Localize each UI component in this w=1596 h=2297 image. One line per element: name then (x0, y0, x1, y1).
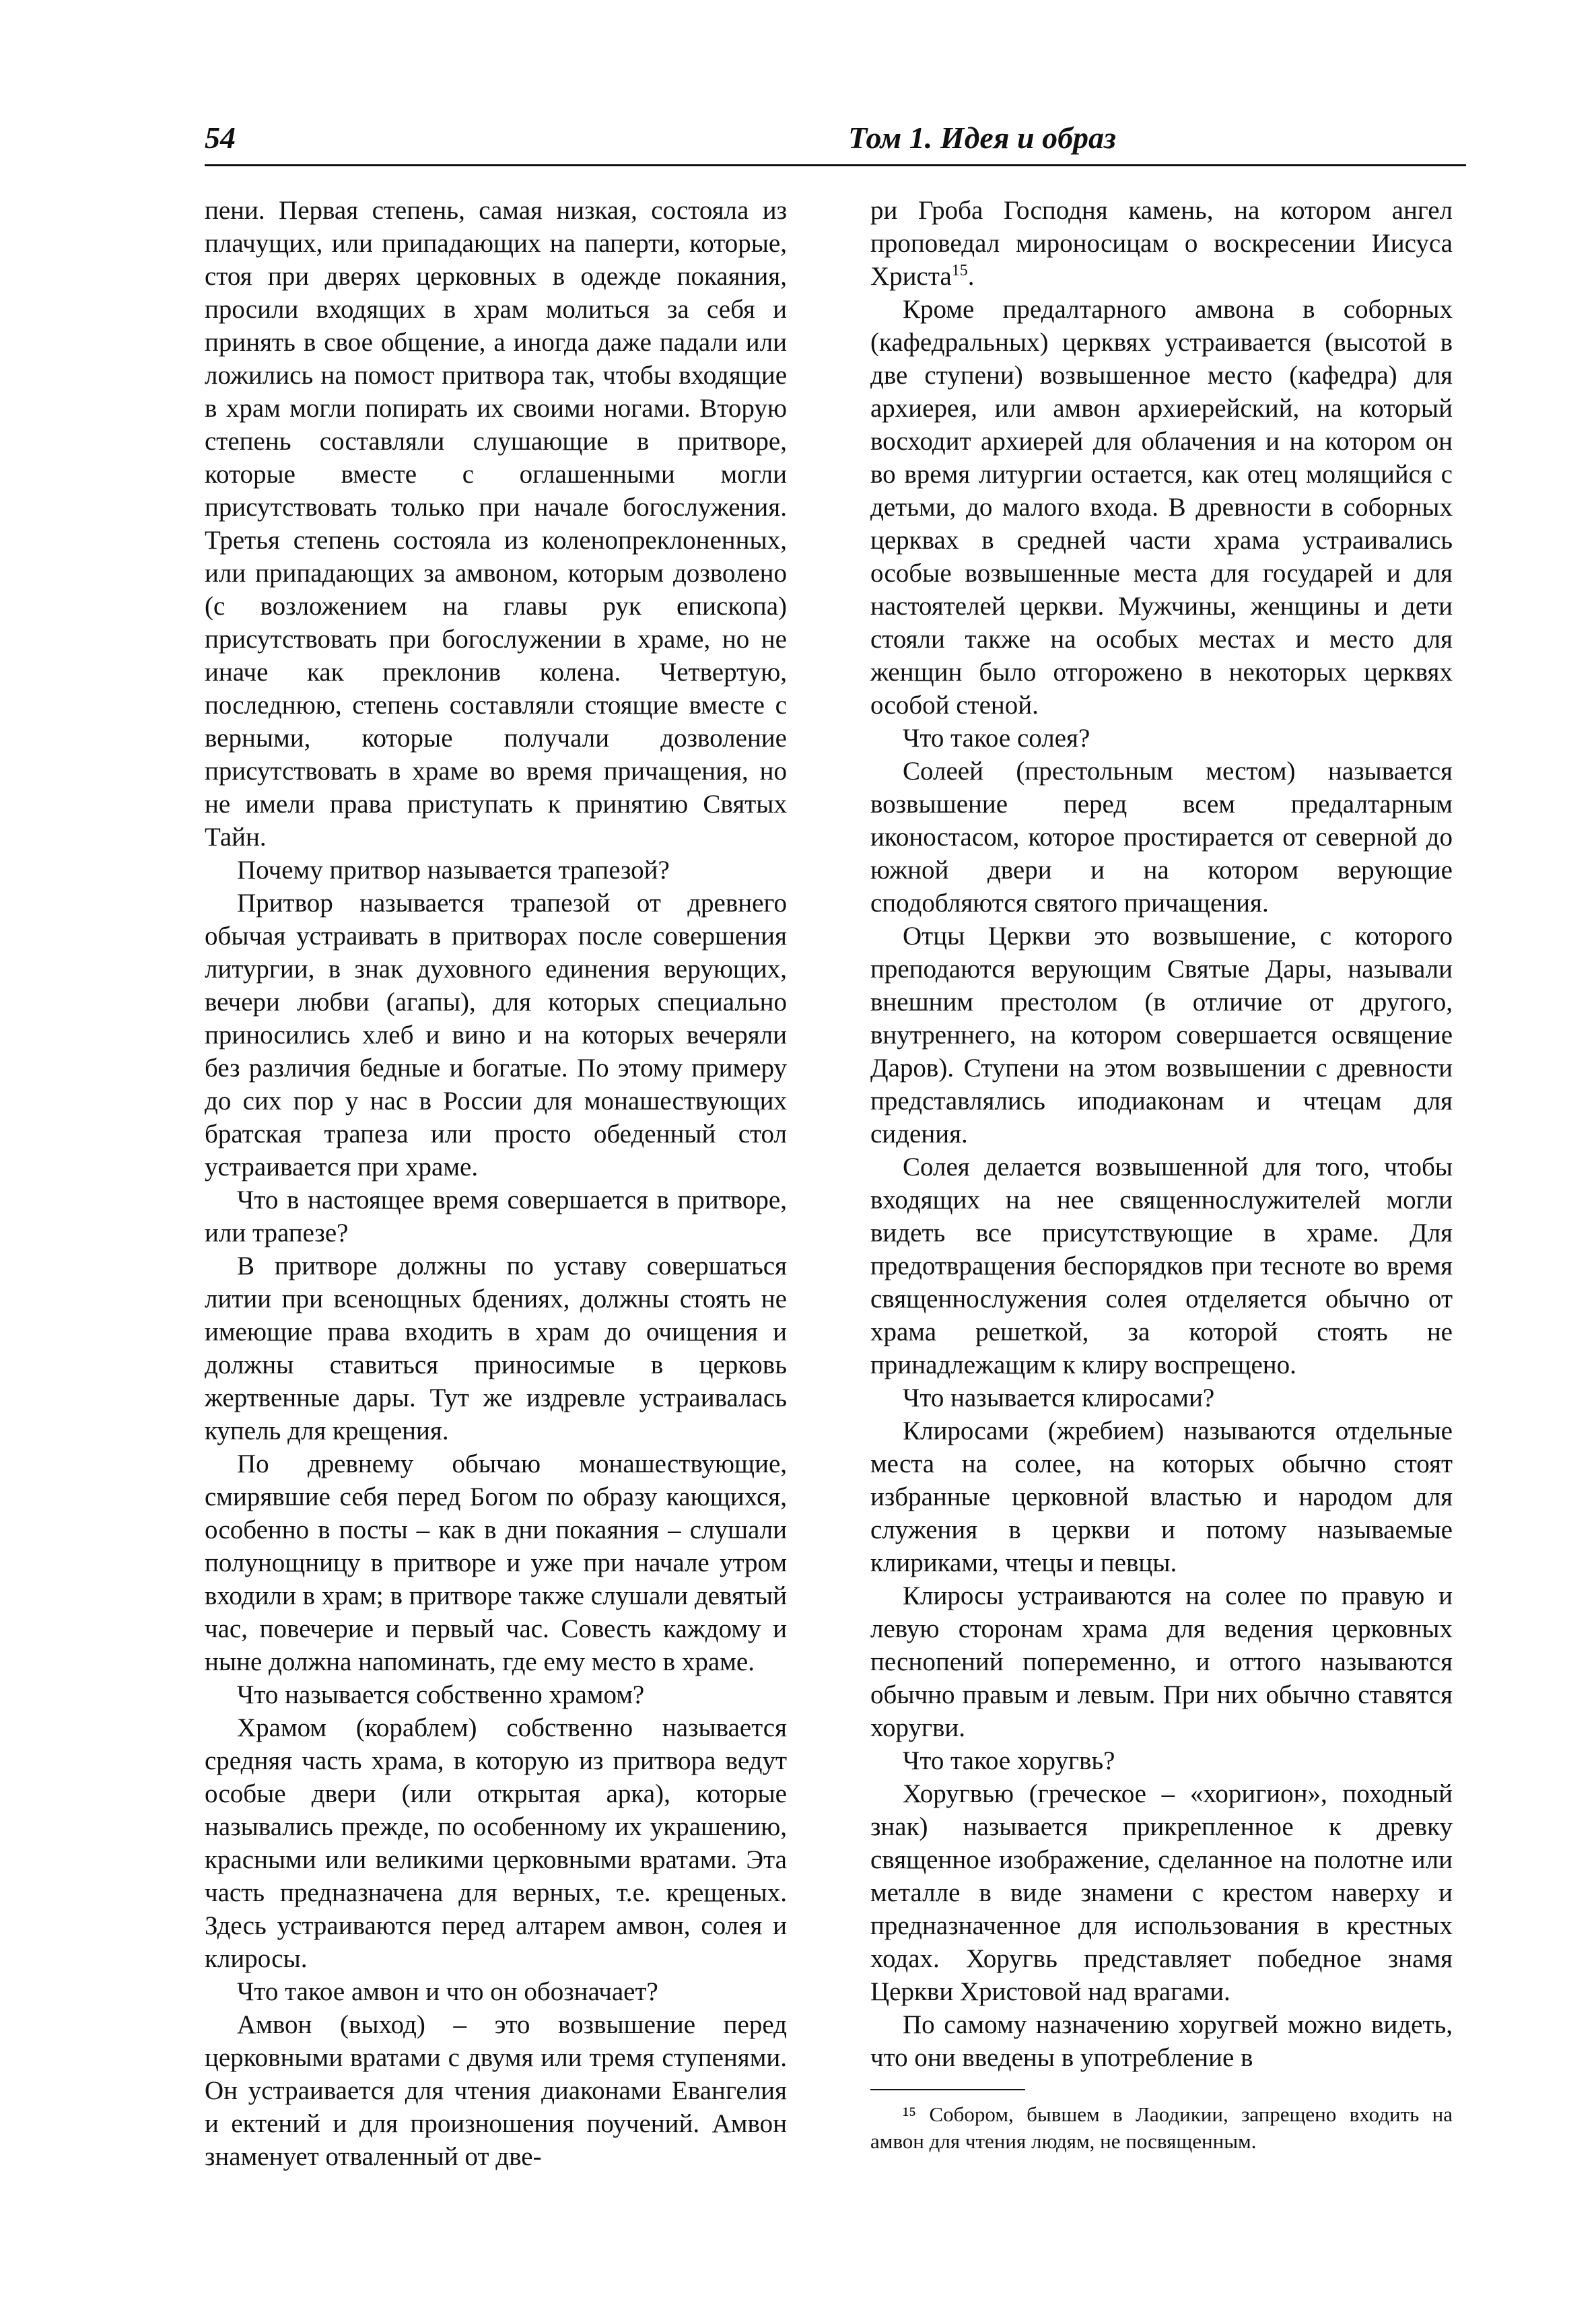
paragraph: Солея делается возвышенной для того, чтобы входящих на нее священнослужителей могли видеть все присутствующие в храме. Для предотвращения беспорядков при тесноте во время священнослужения солея отделяется обычно от храма решеткой, за которой стоять не принадлежащим к клиру воспрещено. (870, 1153, 1453, 1379)
paragraph: Кроме предалтарного амвона в соборных (кафедральных) церквях устраивается (высотой в две ступени) возвышенное место (кафедра) для архиерея, или амвон архиерейский, на который восходит архиерей для облачения и на котором он во время литургии остается, как отец молящийся с детьми, до малого входа. В древности в соборных церквах в средней части храма устраивались особые возвышенные места для государей и для настоятелей церкви. Мужчины, женщины и дети стояли также на особых местах и место для женщин было отгорожено в некоторых церквях особой стеной. (870, 295, 1453, 720)
footnote-reference: 15 (951, 262, 968, 279)
paragraph: По древнему обычаю монашествующие, смирявшие себя перед Богом по образу кающихся, особенно в посты – как в дни покаяния – слушали полунощницу в притворе и уже при начале утром входили в храм; в притворе также слушали девятый час, повечерие и первый час. Совесть каждому и ныне должна напоминать, где ему место в храме. (205, 1449, 787, 1676)
question-heading: Что называется клиросами? (903, 1383, 1215, 1412)
paragraph-end: . (967, 262, 975, 291)
paragraph: Храмом (кораблем) собственно называется средняя часть храма, в которую из притвора ведут особые двери (или открытая арка), которые назывались прежде, по особенному их украшению, красными или великими церковными вратами. Эта часть предназначена для верных, т.е. крещеных. Здесь устраиваются перед алтарем амвон, солея и клиросы. (205, 1713, 787, 1973)
paragraph: В притворе должны по уставу совершаться литии при всенощных бдениях, должны стоять не имеющие права входить в храм до очищения и должны ставиться приносимые в церковь жертвенные дары. Тут же издревле устраивалась купель для крещения. (205, 1252, 787, 1445)
paragraph: Клиросы устраиваются на солее по правую и левую сторонам храма для ведения церковных песнопений попеременно, и оттого называются обычно правым и левым. При них обычно ставятся хоругви. (870, 1581, 1453, 1742)
paragraph: Притвор называется трапезой от древнего обычая устраивать в притворах после совершения литургии, в знак духовного единения верующих, вечери любви (агапы), для которых специально приносились хлеб и вино и на которых вечеряли без различия бедные и богатые. По этому примеру до сих пор у нас в России для монашествующих братская трапеза или просто обеденный стол устраивается при храме. (205, 889, 787, 1181)
question-heading: Что такое хоругвь? (903, 1746, 1115, 1775)
paragraph: Клиросами (жребием) называются отдельные места на солее, на которых обычно стоят избранные церковной властью и народом для служения в церкви и потому называемые клириками, чтецы и певцы. (870, 1416, 1453, 1577)
paragraph-text: ри Гроба Господня камень, на котором ангел проповедал мироносицам о воскресении Иисуса Христа (870, 196, 1453, 291)
question-heading: Что такое амвон и что он обозначает? (237, 1977, 658, 2006)
page-number: 54 (205, 121, 236, 155)
paragraph: Амвон (выход) – это возвышение перед церковными вратами с двумя или тремя ступенями. Он устраивается для чтения диаконами Евангелия и ектений и для произношения поучений. Амвон знаменует отваленный от две- (205, 2010, 787, 2171)
question-heading: Почему притвор называется трапезой? (237, 856, 670, 885)
right-column (870, 194, 1453, 2155)
running-header (205, 120, 1466, 166)
paragraph: Отцы Церкви это возвышение, с которого преподаются верующим Святые Дары, называли внешним престолом (в отличие от другого, внутреннего, на котором совершается освящение Даров). Ступени на этом возвышении с древности представлялись иподиаконам и чтецам для сидения. (870, 922, 1453, 1148)
paragraph (870, 194, 1453, 293)
paragraph: По самому назначению хоругвей можно видеть, что они введены в употребление в (870, 2010, 1453, 2072)
paragraph: Солеей (престольным местом) называется возвышение перед всем предалтарным иконостасом, которое простирается от северной до южной двери и на котором верующие сподобляются святого причащения. (870, 757, 1453, 918)
question-heading: Что в настоящее время совершается в притворе, или трапезе? (205, 1186, 787, 1247)
paragraph: пени. Первая степень, самая низкая, состояла из плачущих, или припадающих на паперти, которые, стоя при дверях церковных в одежде покаяния, просили входящих в храм молиться за себя и принять в свое общение, а иногда даже падали или ложились на помост притвора так, чтобы входящие в храм могли попирать их своими ногами. Вторую степень составляли слушающие в притворе, которые вместе с оглашенными могли присутствовать только при начале богослужения. Третья степень состояла из коленопреклоненных, или припадающих за амвоном, которым дозволено (с возложением на главы рук епископа) присутствовать при богослужении в храме, но не иначе как преклонив колена. Четвертую, последнюю, степень составляли стоящие вместе с верными, которые получали дозволение присутствовать в храме во время причащения, но не имели права приступать к принятию Святых Тайн. (205, 196, 787, 852)
footnote: ¹⁵ Собором, бывшем в Лаодикии, запрещено входить на амвон для чтения людям, не посвященным. (870, 2102, 1453, 2153)
footnote-divider (870, 2089, 1025, 2090)
question-heading: Что называется собственно храмом? (237, 1680, 645, 1709)
left-column (205, 194, 787, 2173)
paragraph: Хоругвью (греческое – «хоригион», походный знак) называется прикрепленное к древку священное изображение, сделанное на полотне или металле в виде знамени с крестом наверху и предназначенное для использования в крестных ходах. Хоругвь представляет победное знамя Церкви Христовой над врагами. (870, 1779, 1453, 2006)
running-title: Том 1. Идея и образ (848, 121, 1116, 155)
question-heading: Что такое солея? (903, 724, 1090, 753)
